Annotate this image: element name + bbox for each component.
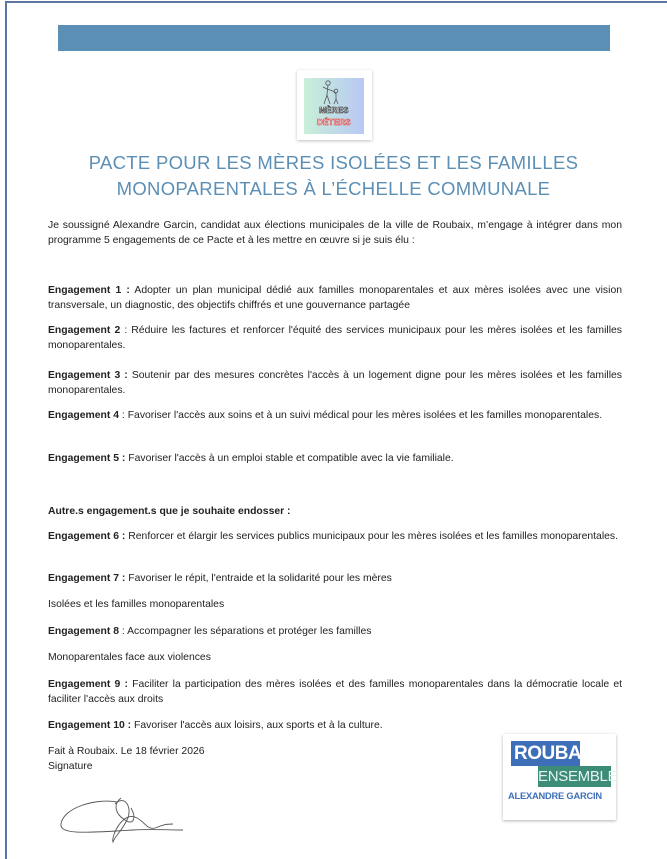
signature-label: Signature bbox=[48, 761, 93, 772]
place-date: Fait à Roubaix. Le 18 février 2026 bbox=[48, 746, 205, 757]
engagement-label: Engagement 1 : bbox=[48, 285, 130, 296]
engagement-10 bbox=[48, 719, 622, 734]
page-title-line-2: MONOPARENTALES À L’ÉCHELLE COMMUNALE bbox=[116, 178, 551, 199]
engagement-3 bbox=[48, 369, 622, 398]
engagement-1 bbox=[48, 284, 622, 313]
other-engagements-heading bbox=[48, 505, 622, 520]
page-title-line-1: PACTE POUR LES MÈRES ISOLÉES ET LES FAMILLES bbox=[88, 152, 579, 173]
logo-roubaix: ROUBAIX bbox=[511, 741, 580, 766]
meres-deters-logo bbox=[297, 70, 372, 140]
header-banner bbox=[58, 25, 610, 51]
engagement-9 bbox=[48, 678, 622, 707]
intro-paragraph: Je soussigné Alexandre Garcin, candidat aux élections municipales de la ville de Roubaix, m’engage à intégrer dans mon programme 5 engagements de ce Pacte et à les mettre en œuvre si je suis élu : bbox=[48, 220, 622, 246]
engagement-5 bbox=[48, 452, 622, 467]
engagement-label: Engagement 7 : bbox=[48, 573, 126, 584]
logo-word-meres: MÈRES bbox=[319, 106, 349, 115]
logo-ensemble: ENSEMBLE bbox=[538, 768, 618, 785]
handwritten-signature bbox=[55, 790, 185, 845]
engagement-label: Engagement 6 : bbox=[48, 531, 126, 542]
logo-word-deters: DÉTERS bbox=[317, 118, 351, 127]
engagement-label: Engagement 8 bbox=[48, 626, 120, 637]
logo-candidate-name: ALEXANDRE GARCIN bbox=[508, 791, 602, 801]
engagement-label: Engagement 5 : bbox=[48, 453, 126, 464]
engagement-text: : Accompagner les séparations et protéger les familles bbox=[119, 626, 372, 637]
engagement-text: : Favoriser l'accès aux soins et à un suivi médical pour les mères isolées et les familles monoparentales. bbox=[119, 410, 603, 421]
engagement-8-continuation: Monoparentales face aux violences bbox=[48, 652, 211, 663]
engagement-8 bbox=[48, 625, 622, 640]
engagement-text: : Réduire les factures et renforcer l'équité des services municipaux pour les mères isolées et les familles monoparentales. bbox=[48, 325, 622, 351]
engagement-7-continuation: Isolées et les familles monoparentales bbox=[48, 599, 225, 610]
engagement-text: Favoriser l'accès aux loisirs, aux sports et à la culture. bbox=[131, 720, 383, 731]
engagement-text: Soutenir par des mesures concrètes l'accès à un logement digne pour les mères isolées et les familles monoparentales. bbox=[48, 370, 622, 396]
engagement-4 bbox=[48, 409, 622, 424]
engagement-text: Renforcer et élargir les services publics municipaux pour les mères isolées et les familles monoparentales. bbox=[125, 531, 618, 542]
engagement-text: Favoriser l'accès à un emploi stable et compatible avec la vie familiale. bbox=[125, 453, 454, 464]
engagement-label: Engagement 10 : bbox=[48, 720, 132, 731]
family-sketch-icon bbox=[304, 78, 364, 108]
engagement-text: Favoriser le répit, l'entraide et la solidarité pour les mères bbox=[125, 573, 392, 584]
engagement-label: Engagement 4 bbox=[48, 410, 120, 421]
page-border-top bbox=[5, 1, 667, 3]
engagement-2 bbox=[48, 324, 622, 353]
page-border-left bbox=[5, 1, 7, 859]
engagement-label: Engagement 3 : bbox=[48, 370, 128, 381]
engagement-label: Engagement 9 : bbox=[48, 679, 128, 690]
engagement-text: Faciliter la participation des mères isolées et des familles monoparentales dans la démocratie locale et faciliter l'accès aux droits bbox=[48, 679, 622, 705]
logo-image bbox=[304, 78, 364, 134]
engagement-7 bbox=[48, 572, 622, 587]
roubaix-ensemble-logo bbox=[503, 734, 616, 820]
engagement-text: Adopter un plan municipal dédié aux familles monoparentales et aux mères isolées avec une vision transversale, un diagnostic, des objectifs chiffrés et une gouvernance partagée bbox=[48, 285, 622, 311]
heading-text: Autre.s engagement.s que je souhaite endosser : bbox=[48, 506, 291, 517]
engagement-label: Engagement 2 bbox=[48, 325, 121, 336]
engagement-6 bbox=[48, 530, 622, 545]
